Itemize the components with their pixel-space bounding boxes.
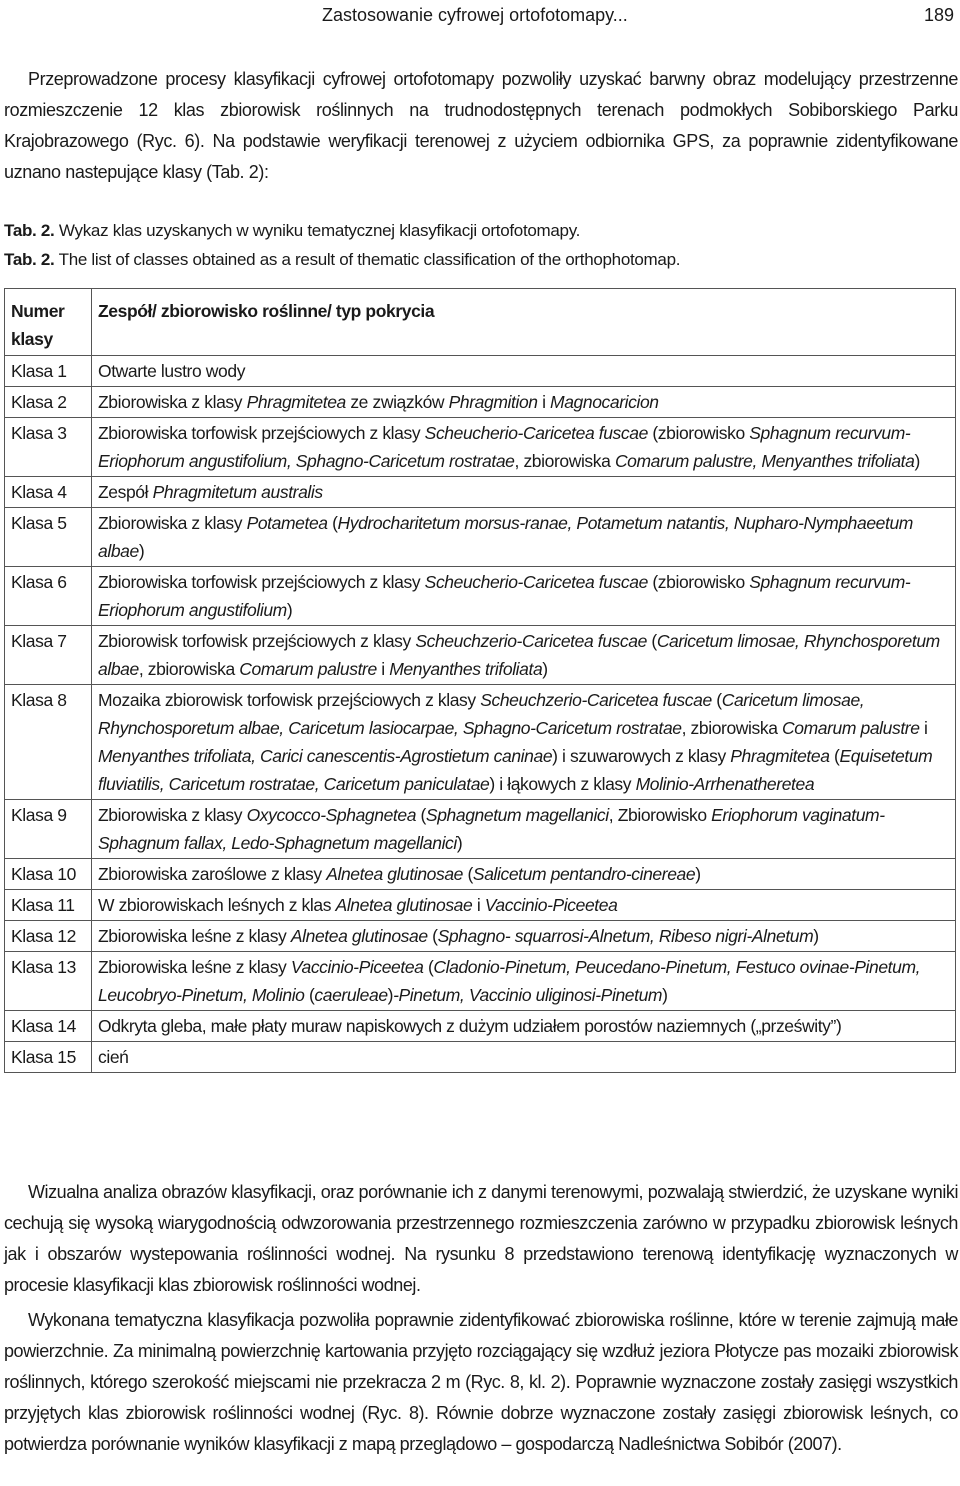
table-row [5,800,956,859]
column-header-description: Zespół/ zbiorowisko roślinne/ typ pokrycia [92,289,956,356]
caption-label: Tab. 2. [4,221,55,240]
body-text [4,1177,958,1460]
description-cell: Otwarte lustro wody [92,356,956,387]
class-number-cell: Klasa 13 [5,952,92,1011]
class-number-cell: Klasa 2 [5,387,92,418]
description-cell: Zbiorowiska z klasy Phragmitetea ze związków Phragmition i Magnocaricion [92,387,956,418]
table-row [5,952,956,1011]
description-cell: cień [92,1042,956,1073]
description-cell: Zbiorowiska torfowisk przejściowych z klasy Scheucherio-Caricetea fuscae (zbiorowisko Sphagnum recurvum-Eriophorum angustifolium, Sphagno-Caricetum rostratae, zbiorowiska Comarum palustre, Menyanthes trifoliata) [92,418,956,477]
class-number-cell: Klasa 4 [5,477,92,508]
table-row [5,685,956,800]
description-cell: Zespół Phragmitetum australis [92,477,956,508]
class-number-cell: Klasa 12 [5,921,92,952]
table-caption-pl [4,216,958,245]
table-row [5,356,956,387]
description-cell: Odkryta gleba, małe płaty muraw napiskowych z dużym udziałem porostów naziemnych („prześwity”) [92,1011,956,1042]
running-head [0,4,960,26]
description-cell: Zbiorowisk torfowisk przejściowych z klasy Scheuchzerio-Caricetea fuscae (Caricetum limosae, Rhynchosporetum albae, zbiorowiska Comarum palustre i Menyanthes trifoliata) [92,626,956,685]
table-row [5,477,956,508]
table-row [5,859,956,890]
caption-label: Tab. 2. [4,250,55,269]
column-header-class-number [5,289,92,356]
table-row [5,418,956,477]
class-number-cell: Klasa 5 [5,508,92,567]
table-row [5,508,956,567]
caption-text: Wykaz klas uzyskanych w wyniku tematycznej klasyfikacji ortofotomapy. [54,221,581,240]
description-cell: Mozaika zbiorowisk torfowisk przejściowych z klasy Scheuchzerio-Caricetea fuscae (Caricetum limosae, Rhynchosporetum albae, Caricetum lasiocarpae, Sphagno-Caricetum rostratae, zbiorowiska Comarum palustre i Menyanthes trifoliata, Carici canescentis-Agrostietum caninae) i szuwarowych z klasy Phragmitetea (Equisetetum fluviatilis, Caricetum rostratae, Caricetum paniculatae) i łąkowych z klasy Molinio-Arrhenatheretea [92,685,956,800]
class-number-cell: Klasa 11 [5,890,92,921]
table-row [5,567,956,626]
class-number-cell: Klasa 9 [5,800,92,859]
class-number-cell: Klasa 1 [5,356,92,387]
class-number-cell: Klasa 6 [5,567,92,626]
description-cell: Zbiorowiska z klasy Potametea (Hydrocharitetum morsus-ranae, Potametum natantis, Nupharo-Nymphaeetum albae) [92,508,956,567]
class-number-cell: Klasa 10 [5,859,92,890]
classes-table [4,288,956,1073]
running-title: Zastosowanie cyfrowej ortofotomapy... [322,5,628,25]
class-number-cell: Klasa 3 [5,418,92,477]
table-body [5,356,956,1073]
table-row [5,890,956,921]
table-caption-en [4,245,958,274]
class-number-cell: Klasa 14 [5,1011,92,1042]
paragraph: Wykonana tematyczna klasyfikacja pozwoliła poprawnie zidentyfikować zbiorowiska roślinne, które w terenie zajmują małe powierzchnie. Za minimalną powierzchnię kartowania przyjęto rozciągający się wzdłuż jeziora Płotycze pas mozaiki zbiorowisk roślinnych, którego szerokość miejscami nie przekracza 2 m (Ryc. 8, kl. 2). Poprawnie wyznaczone zostały zasięgi wszystkich przyjętych klas zbiorowisk roślinności wodnej (Ryc. 8). Równie dobrze wyznaczone zostały zasięgi zbiorowisk leśnych, co potwierdza porównanie wyników klasyfikacji z mapą przeglądowo – gospodarczą Nadleśnictwa Sobibór (2007). [4,1310,958,1454]
page-number: 189 [923,5,954,25]
description-cell: Zbiorowiska z klasy Oxycocco-Sphagnetea (Sphagnetum magellanici, Zbiorowisko Eriophorum vaginatum-Sphagnum fallax, Ledo-Sphagnetum magellanici) [92,800,956,859]
table-row [5,1042,956,1073]
column-header-text: Numer klasy [11,301,65,349]
table-header-row [5,289,956,356]
table-row [5,387,956,418]
class-number-cell: Klasa 7 [5,626,92,685]
intro-paragraph: Przeprowadzone procesy klasyfikacji cyfrowej ortofotomapy pozwoliły uzyskać barwny obraz modelujący przestrzenne rozmieszczenie 12 klas zbiorowisk roślinnych na trudnodostępnych terenach podmokłych Sobiborskiego Parku Krajobrazowego (Ryc. 6). Na podstawie weryfikacji terenowej z użyciem odbiornika GPS, za poprawnie zidentyfikowane uznano nastepujące klasy (Tab. 2): [4,69,958,182]
table-row [5,1011,956,1042]
table-row [5,626,956,685]
class-number-cell: Klasa 15 [5,1042,92,1073]
description-cell: Zbiorowiska torfowisk przejściowych z klasy Scheucherio-Caricetea fuscae (zbiorowisko Sphagnum recurvum-Eriophorum angustifolium) [92,567,956,626]
description-cell: Zbiorowiska leśne z klasy Alnetea glutinosae (Sphagno- squarrosi-Alnetum, Ribeso nigri-Alnetum) [92,921,956,952]
class-number-cell: Klasa 8 [5,685,92,800]
description-cell: W zbiorowiskach leśnych z klas Alnetea glutinosae i Vaccinio-Piceetea [92,890,956,921]
caption-text: The list of classes obtained as a result of thematic classification of the orthophotomap. [54,250,681,269]
paragraph: Wizualna analiza obrazów klasyfikacji, oraz porównanie ich z danymi terenowymi, pozwalają stwierdzić, że uzyskane wyniki cechują się wysoką wiarygodnością odwzorowania przestrzennego rozmieszczenia zarówno w przypadku zbiorowisk leśnych jak i obszarów wystepowania roślinności wodnej. Na rysunku 8 przedstawiono terenową identyfikację wyznaczonych w procesie klasyfikacji klas zbiorowisk roślinności wodnej. [4,1182,958,1295]
table-row [5,921,956,952]
description-cell: Zbiorowiska zaroślowe z klasy Alnetea glutinosae (Salicetum pentandro-cinereae) [92,859,956,890]
description-cell: Zbiorowiska leśne z klasy Vaccinio-Piceetea (Cladonio-Pinetum, Peucedano-Pinetum, Festuco ovinae-Pinetum, Leucobryo-Pinetum, Molinio (caeruleae)-Pinetum, Vaccinio uliginosi-Pinetum) [92,952,956,1011]
